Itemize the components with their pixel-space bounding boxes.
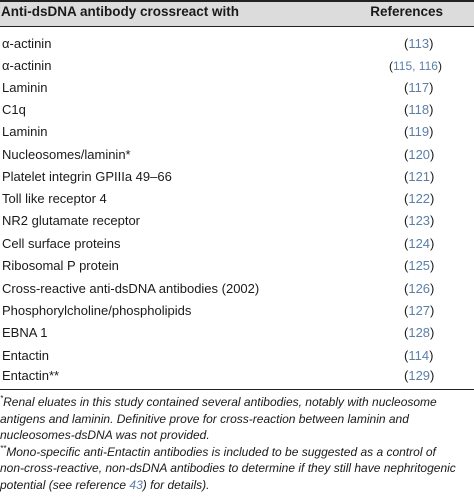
reference-link[interactable]: 128: [408, 325, 431, 340]
row-target: Entactin: [2, 348, 49, 363]
table-row: [0, 78, 474, 100]
table-row: [0, 279, 474, 301]
reference-link[interactable]: 126: [408, 281, 431, 296]
table-row: [0, 234, 474, 256]
footnote-text: Renal eluates in this study contained several antibodies, notably with nucleosome: [3, 395, 437, 409]
row-reference: (119): [404, 124, 434, 139]
table-bottom-rule: [0, 389, 474, 390]
row-reference: (124): [404, 236, 435, 251]
footnote-text: ) for details).: [142, 477, 210, 492]
row-target: Cell surface proteins: [2, 236, 121, 251]
reference-link[interactable]: 127: [408, 303, 431, 318]
row-reference: (129): [404, 368, 435, 383]
footnote-2-line-1: [0, 444, 474, 461]
row-target: Cross-reactive anti-dsDNA antibodies (2002): [2, 281, 260, 296]
footnote-1-line-3: nucleosomes-dsDNA was not provided.: [0, 428, 210, 442]
row-target: Nucleosomes/laminin*: [2, 147, 131, 162]
row-reference: (120): [404, 147, 435, 162]
row-target: α-actinin: [2, 58, 52, 73]
row-target: Ribosomal P protein: [2, 258, 119, 273]
footnote-marker: **: [0, 443, 7, 453]
row-target: α-actinin: [2, 36, 52, 51]
table-row: [0, 346, 474, 368]
row-target: EBNA 1: [2, 325, 48, 340]
reference-link[interactable]: 115, 116: [393, 59, 438, 73]
row-reference: (126): [404, 281, 435, 296]
reference-link[interactable]: 118: [408, 102, 430, 117]
table-row: [0, 145, 474, 167]
table-footnotes: [0, 394, 474, 493]
row-target: Entactin**: [2, 368, 60, 383]
table-row: [0, 211, 474, 233]
footnote-text: Mono-specific anti-Entactin antibodies is included to be suggested as a control of: [6, 444, 436, 459]
table-row: [0, 366, 474, 388]
table-row: [0, 256, 474, 278]
footnote-marker: *: [0, 394, 4, 403]
row-reference: (114): [404, 348, 434, 363]
row-reference: (122): [404, 191, 435, 206]
row-reference: (123): [404, 213, 435, 228]
row-reference: (128): [404, 325, 435, 340]
table-row: [0, 323, 474, 345]
table-row: [0, 122, 474, 144]
table-row: [0, 56, 474, 78]
row-target: C1q: [2, 102, 26, 117]
reference-link[interactable]: 125: [408, 258, 431, 273]
reference-link[interactable]: 124: [408, 236, 431, 251]
table-header: [0, 2, 474, 27]
footnote-1-line-2: antigens and laminin. Definitive prove for cross-reaction between laminin and: [0, 411, 409, 426]
row-reference: (113): [404, 36, 434, 51]
footnote-1-line-1: [0, 394, 474, 411]
reference-link[interactable]: 119: [408, 124, 430, 139]
row-reference: (115, 116): [389, 59, 442, 73]
reference-link[interactable]: 113: [408, 36, 430, 51]
row-target: Platelet integrin GPIIIa 49–66: [2, 169, 172, 184]
footnote-text: potential (see reference: [0, 477, 130, 492]
reference-link[interactable]: 117: [408, 80, 430, 95]
table-row: [0, 301, 474, 323]
row-reference: (117): [404, 80, 434, 95]
table-row: [0, 34, 474, 56]
header-references: References: [370, 4, 443, 19]
header-antibody-target: Anti-dsDNA antibody crossreact with: [1, 4, 240, 19]
row-target: Toll like receptor 4: [2, 191, 107, 206]
reference-link[interactable]: 122: [408, 191, 431, 206]
table-row: [0, 100, 474, 122]
reference-link[interactable]: 123: [408, 213, 431, 228]
row-reference: (125): [404, 258, 435, 273]
table-row: [0, 189, 474, 211]
row-reference: (121): [404, 169, 435, 184]
row-target: Laminin: [2, 124, 48, 139]
row-reference: (118): [404, 102, 434, 117]
footnote-2-line-3: [0, 477, 474, 494]
reference-link[interactable]: 120: [408, 147, 431, 162]
footnote-2-line-2: non-cross-reactive, non-dsDNA antibodies to determine if they still have nephritogenic: [0, 461, 456, 475]
row-target: Laminin: [2, 80, 48, 95]
reference-link[interactable]: 121: [408, 169, 431, 184]
table-row: [0, 167, 474, 189]
row-reference: (127): [404, 303, 435, 318]
row-target: Phosphorylcholine/phospholipids: [2, 303, 192, 318]
reference-link[interactable]: 129: [408, 368, 431, 383]
reference-link[interactable]: 114: [408, 348, 430, 363]
reference-link[interactable]: 43: [129, 477, 143, 492]
row-target: NR2 glutamate receptor: [2, 213, 141, 228]
